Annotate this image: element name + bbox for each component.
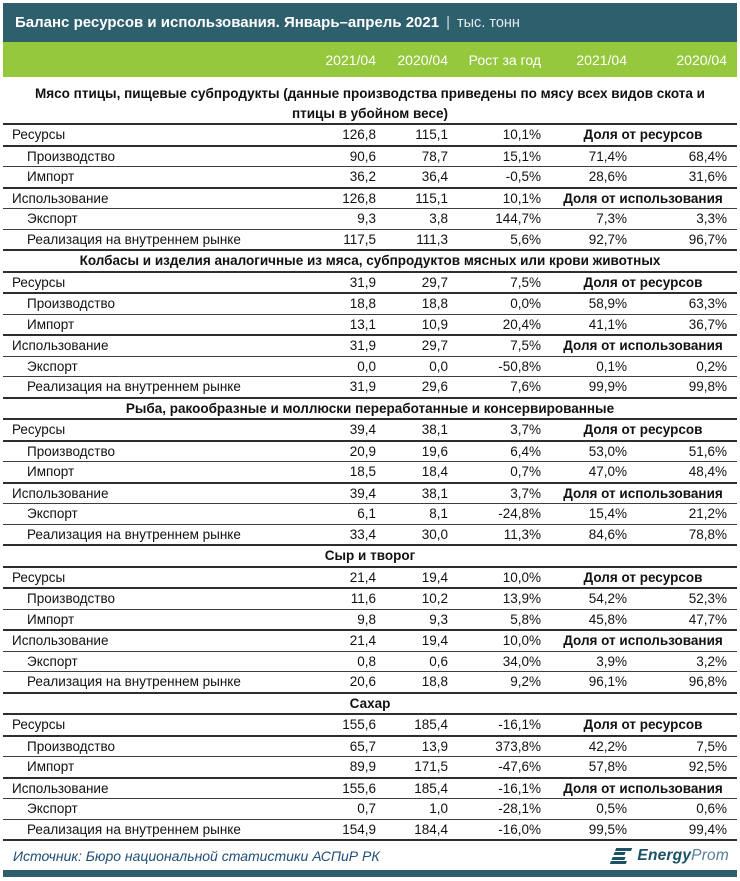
share-cell: 92,5% [688, 759, 727, 774]
value-cell: 9,8 [357, 611, 376, 627]
energyprom-logo-icon [610, 848, 635, 864]
row-label: Производство [27, 591, 116, 606]
value-cell: 13,9 [421, 738, 448, 754]
share-cell: 99,5% [588, 821, 627, 837]
title-unit: тыс. тонн [456, 14, 520, 31]
value-cell: 7,5% [510, 338, 541, 353]
table-row [3, 715, 737, 737]
share-group-header: Доля от использования [563, 780, 723, 796]
value-cell: 34,0% [502, 653, 541, 669]
value-cell: 6,4% [510, 443, 541, 459]
value-cell: 184,4 [414, 821, 448, 837]
value-cell: 18,8 [421, 674, 448, 689]
row-label: Ресурсы [12, 274, 66, 290]
table-row [3, 209, 737, 230]
share-cell: 99,4% [688, 821, 727, 837]
value-cell: 10,9 [421, 316, 448, 332]
value-cell: 0,8 [357, 653, 376, 669]
value-cell: 11,3% [503, 526, 541, 542]
share-cell: 0,1% [596, 358, 627, 374]
share-cell: 63,3% [688, 296, 727, 311]
table-row [3, 672, 737, 694]
row-label: Реализация на внутреннем рынке [27, 231, 241, 247]
table-row [3, 737, 737, 758]
value-cell: 9,3 [357, 211, 376, 226]
value-cell: 30,0 [421, 526, 448, 542]
row-label: Реализация на внутреннем рынке [27, 674, 241, 689]
row-label: Производство [27, 296, 116, 311]
row-label: Использование [12, 485, 109, 501]
table-row [3, 357, 737, 378]
share-cell: 0,6% [696, 801, 727, 816]
share-group-header: Доля от использования [563, 485, 723, 501]
row-label: Импорт [27, 464, 75, 479]
section-header: Сыр и творог [3, 546, 737, 568]
value-cell: 155,6 [342, 780, 376, 796]
row-label: Реализация на внутреннем рынке [27, 821, 241, 837]
row-label: Ресурсы [12, 717, 66, 732]
value-cell: 18,8 [349, 296, 376, 311]
value-cell: 115,1 [415, 190, 448, 206]
row-label: Использование [12, 633, 109, 648]
row-label: Экспорт [27, 506, 78, 521]
row-label: Производство [27, 148, 116, 164]
row-label: Ресурсы [12, 422, 66, 437]
value-cell: 0,0 [429, 358, 448, 374]
row-label: Экспорт [27, 653, 78, 669]
share-cell: 15,4% [588, 506, 627, 521]
table-row [3, 568, 737, 590]
value-cell: 126,8 [342, 127, 376, 142]
section-header: Рыба, ракообразные и моллюски переработанные и консервированные [3, 399, 737, 421]
value-cell: 20,9 [349, 443, 376, 459]
table-row [3, 125, 737, 147]
table-row [3, 799, 737, 820]
section-header: Сахар [3, 694, 737, 716]
value-cell: 20,4% [502, 316, 541, 332]
value-cell: 0,7% [510, 464, 541, 479]
value-cell: 7,5% [510, 274, 541, 290]
table-row [3, 652, 737, 673]
table-row [3, 589, 737, 610]
value-cell: 185,4 [414, 717, 448, 732]
table-row [3, 167, 737, 189]
value-cell: 171,5 [414, 759, 448, 774]
value-cell: 13,9% [502, 591, 541, 606]
value-cell: 90,6 [349, 148, 376, 164]
table-row [3, 779, 737, 800]
share-cell: 58,9% [588, 296, 627, 311]
row-label: Использование [12, 190, 109, 206]
value-cell: -28,1% [498, 801, 541, 816]
table-row [3, 631, 737, 652]
value-cell: 155,6 [342, 717, 376, 732]
value-cell: 185,4 [414, 780, 448, 796]
value-cell: -0,5% [505, 169, 541, 184]
value-cell: 5,6% [510, 231, 541, 247]
value-cell: 10,1% [502, 190, 541, 206]
value-cell: 18,4 [421, 464, 448, 479]
row-label: Импорт [27, 316, 75, 332]
value-cell: 3,7% [510, 485, 541, 501]
value-cell: 7,6% [510, 379, 541, 394]
share-cell: 7,5% [696, 738, 727, 754]
share-cell: 41,1% [588, 316, 627, 332]
value-cell: 0,6 [429, 653, 448, 669]
value-cell: 15,1% [502, 148, 541, 164]
column-header-2020: 2020/04 [397, 51, 448, 68]
value-cell: 19,4 [421, 569, 448, 585]
row-label: Импорт [27, 169, 75, 184]
share-cell: 71,4% [588, 148, 627, 164]
share-cell: 68,4% [688, 148, 727, 164]
value-cell: 18,5 [349, 464, 376, 479]
table-row [3, 377, 737, 399]
value-cell: 31,9 [349, 379, 376, 394]
value-cell: -24,8% [498, 506, 541, 521]
share-cell: 54,2% [588, 591, 627, 606]
share-cell: 99,9% [588, 379, 627, 394]
row-label: Производство [27, 443, 116, 459]
value-cell: 117,5 [343, 231, 376, 247]
value-cell: 29,7 [421, 274, 448, 290]
value-cell: 33,4 [349, 526, 376, 542]
share-cell: 48,4% [688, 464, 727, 479]
share-group-header: Доля от ресурсов [583, 717, 703, 732]
row-label: Импорт [27, 759, 75, 774]
value-cell: 9,3 [429, 611, 448, 627]
page-title: Баланс ресурсов и использования. Январь–апрель 2021 [15, 14, 440, 31]
share-cell: 3,3% [696, 211, 727, 226]
value-cell: 11,6 [350, 591, 376, 606]
value-cell: -50,8% [498, 358, 541, 374]
table-row [3, 315, 737, 337]
logo-text-bold: Energy [637, 847, 692, 864]
source-note: Источник: Бюро национальной статистики АСПиР РК [13, 848, 380, 864]
row-label: Реализация на внутреннем рынке [27, 526, 241, 542]
bottom-accent-bar [3, 870, 737, 877]
share-cell: 28,6% [588, 169, 627, 184]
table-row [3, 442, 737, 463]
row-label: Экспорт [27, 358, 78, 374]
row-label: Реализация на внутреннем рынке [27, 379, 241, 394]
share-group-header: Доля от ресурсов [583, 274, 703, 290]
value-cell: 144,7% [495, 211, 541, 226]
section-header: Мясо птицы, пищевые субпродукты (данные производства приведены по мясу всех видов скота и птицы в убойном весе) [3, 84, 737, 125]
value-cell: 10,0% [502, 633, 541, 648]
share-cell: 3,2% [696, 653, 727, 669]
value-cell: 154,9 [342, 821, 376, 837]
share-cell: 45,8% [588, 611, 627, 627]
table-row [3, 147, 737, 168]
share-cell: 47,0% [588, 464, 627, 479]
value-cell: 29,7 [421, 338, 448, 353]
share-group-header: Доля от использования [563, 633, 723, 648]
value-cell: 0,7 [357, 801, 376, 816]
value-cell: 36,2 [349, 169, 376, 184]
energyprom-logo [613, 847, 729, 865]
value-cell: 0,0 [357, 358, 376, 374]
value-cell: 29,6 [421, 379, 448, 394]
row-label: Производство [27, 738, 116, 754]
value-cell: 19,4 [421, 633, 448, 648]
share-group-header: Доля от использования [563, 190, 723, 206]
value-cell: 31,9 [349, 274, 376, 290]
value-cell: 10,0% [502, 569, 541, 585]
share-cell: 57,8% [588, 759, 627, 774]
value-cell: 65,7 [349, 738, 376, 754]
share-group-header: Доля от ресурсов [583, 569, 703, 585]
value-cell: 9,2% [510, 674, 541, 689]
share-cell: 84,6% [588, 526, 627, 542]
table-row [3, 189, 737, 210]
table-row [3, 462, 737, 484]
table-row [3, 525, 737, 547]
column-header-share-2021: 2021/04 [576, 51, 627, 68]
value-cell: -47,6% [498, 759, 541, 774]
share-group-header: Доля от использования [563, 338, 723, 353]
row-label: Импорт [27, 611, 75, 627]
value-cell: 89,9 [349, 759, 376, 774]
value-cell: 5,8% [510, 611, 541, 627]
share-cell: 0,5% [596, 801, 627, 816]
share-cell: 47,7% [688, 611, 727, 627]
row-label: Экспорт [27, 801, 78, 816]
share-group-header: Доля от ресурсов [583, 127, 703, 142]
value-cell: 111,3 [416, 231, 448, 247]
value-cell: 10,2 [421, 591, 448, 606]
value-cell: 0,0% [510, 296, 541, 311]
value-cell: 6,1 [357, 506, 376, 521]
value-cell: 10,1% [502, 127, 541, 142]
column-header-share-2020: 2020/04 [676, 51, 727, 68]
value-cell: 39,4 [349, 485, 376, 501]
row-label: Экспорт [27, 211, 78, 226]
share-group-header: Доля от ресурсов [583, 422, 703, 437]
share-cell: 52,3% [688, 591, 727, 606]
value-cell: -16,0% [498, 821, 541, 837]
value-cell: 3,7% [510, 422, 541, 437]
share-cell: 92,7% [588, 231, 627, 247]
share-cell: 7,3% [596, 211, 627, 226]
share-cell: 99,8% [688, 379, 727, 394]
share-cell: 3,9% [596, 653, 627, 669]
footer [3, 843, 737, 869]
value-cell: -16,1% [498, 717, 541, 732]
row-label: Использование [12, 338, 109, 353]
table-row [3, 230, 737, 252]
value-cell: -16,1% [498, 780, 541, 796]
share-cell: 36,7% [688, 316, 727, 332]
share-cell: 53,0% [588, 443, 627, 459]
table-row [3, 757, 737, 779]
table-row [3, 484, 737, 505]
column-header-row [3, 42, 737, 77]
value-cell: 31,9 [349, 338, 376, 353]
table-row [3, 273, 737, 295]
share-cell: 78,8% [688, 526, 727, 542]
value-cell: 21,4 [349, 569, 376, 585]
value-cell: 18,8 [421, 296, 448, 311]
value-cell: 8,1 [429, 506, 448, 521]
value-cell: 115,1 [415, 127, 448, 142]
value-cell: 39,4 [349, 422, 376, 437]
value-cell: 1,0 [429, 801, 448, 816]
logo-text [637, 847, 729, 865]
table-row [3, 336, 737, 357]
value-cell: 78,7 [421, 148, 448, 164]
title-separator: | [446, 14, 450, 31]
value-cell: 13,1 [349, 316, 376, 332]
share-cell: 96,8% [688, 674, 727, 689]
share-cell: 96,1% [588, 674, 627, 689]
share-cell: 96,7% [688, 231, 727, 247]
value-cell: 20,6 [349, 674, 376, 689]
share-cell: 21,2% [688, 506, 727, 521]
row-label: Использование [12, 780, 109, 796]
table-row [3, 504, 737, 525]
section-header: Колбасы и изделия аналогичные из мяса, субпродуктов мясных или крови животных [3, 251, 737, 273]
value-cell: 36,4 [421, 169, 448, 184]
value-cell: 19,6 [421, 443, 448, 459]
value-cell: 38,1 [421, 485, 448, 501]
value-cell: 373,8% [495, 738, 541, 754]
value-cell: 3,8 [429, 211, 448, 226]
share-cell: 31,6% [688, 169, 727, 184]
column-header-2021: 2021/04 [325, 51, 376, 68]
row-label: Ресурсы [12, 569, 66, 585]
table-row [3, 820, 737, 842]
share-cell: 51,6% [688, 443, 727, 459]
value-cell: 21,4 [349, 633, 376, 648]
table-row [3, 294, 737, 315]
value-cell: 126,8 [342, 190, 376, 206]
row-label: Ресурсы [12, 127, 66, 142]
value-cell: 38,1 [421, 422, 448, 437]
table-row [3, 610, 737, 632]
column-header-growth: Рост за год [468, 51, 541, 68]
share-cell: 42,2% [588, 738, 627, 754]
table-row [3, 420, 737, 442]
title-bar [3, 3, 737, 42]
logo-text-light: Prom [691, 847, 729, 864]
share-cell: 0,2% [696, 358, 727, 374]
table-body [3, 77, 737, 841]
